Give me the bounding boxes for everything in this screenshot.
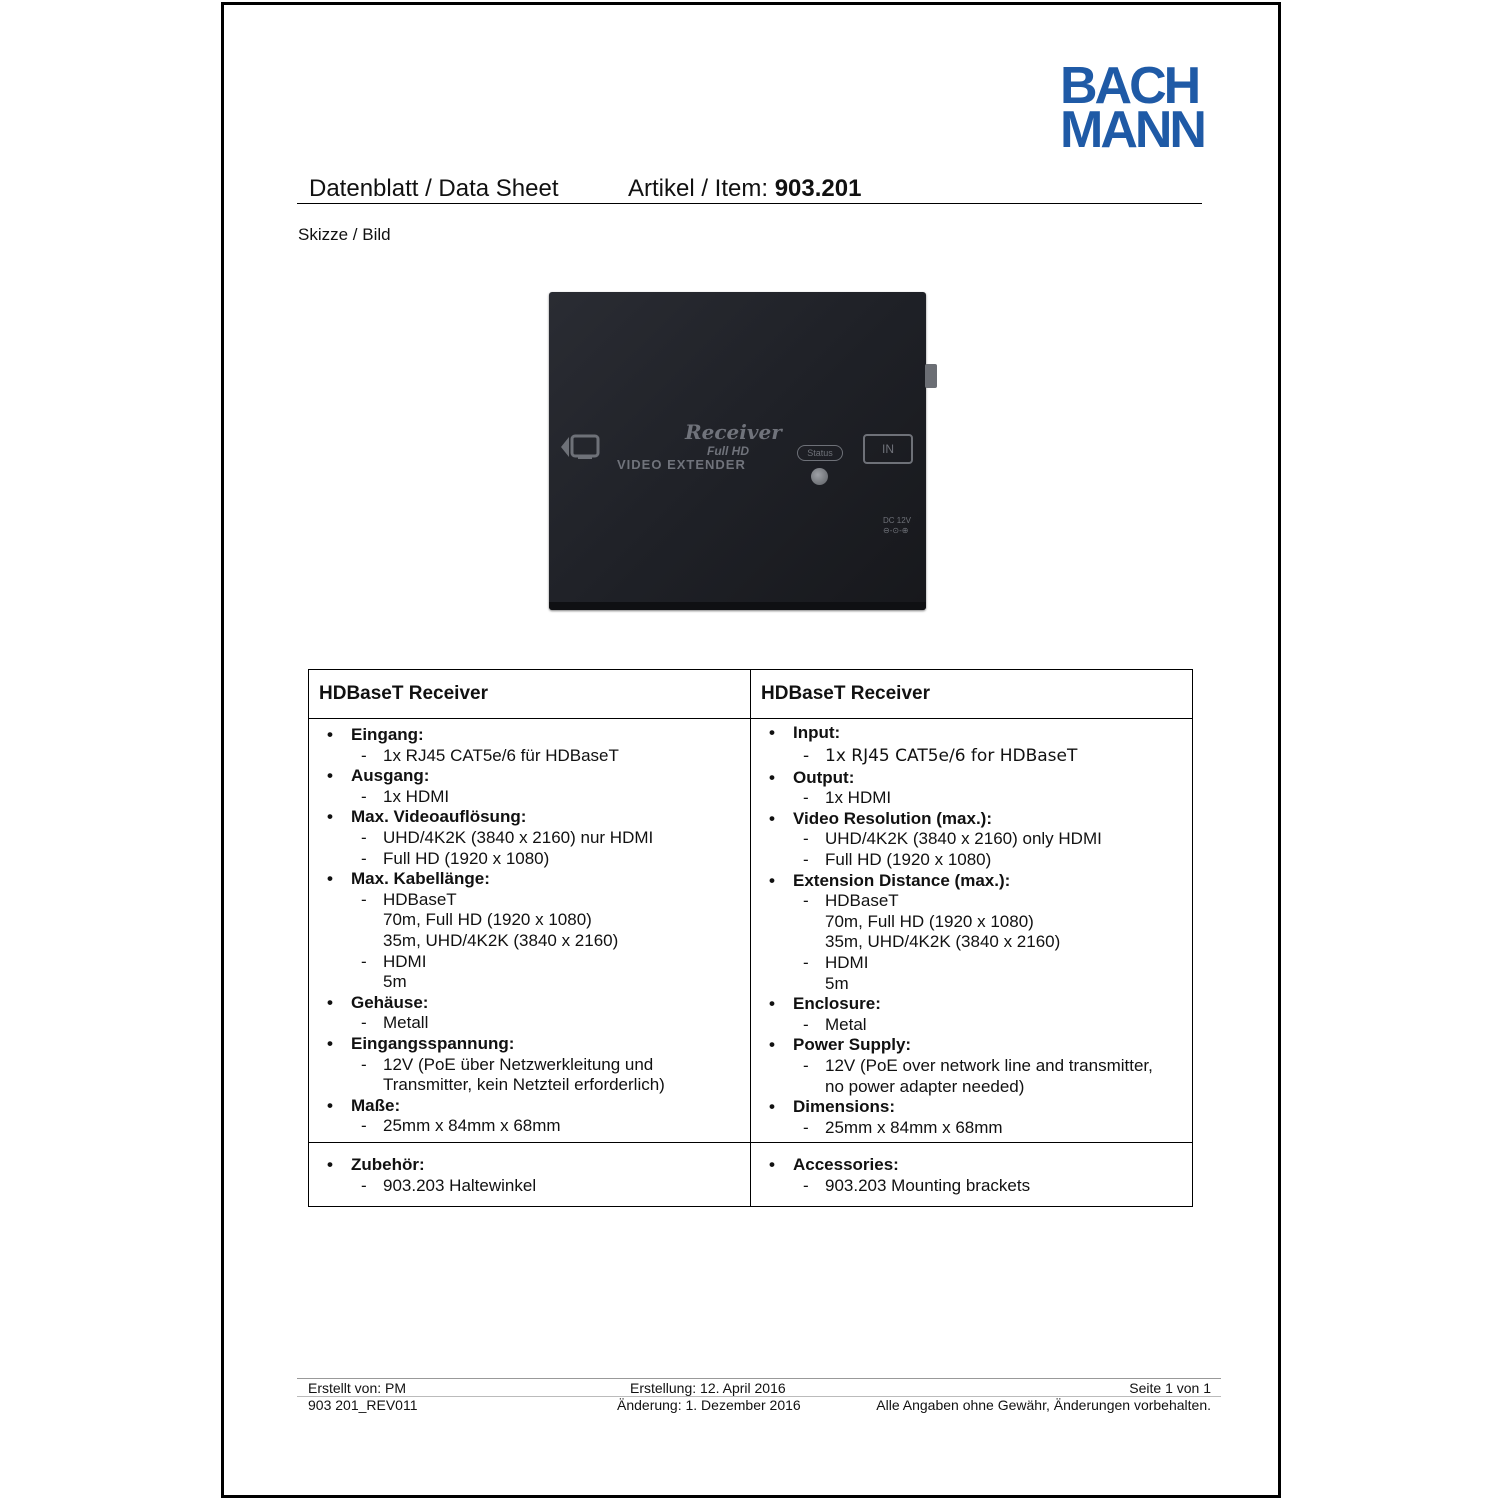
dash-icon: - (803, 1117, 809, 1137)
list-item (761, 1056, 1182, 1077)
list-item (761, 994, 1182, 1015)
item-text: 12V (PoE over network line and transmitter, (825, 1055, 1153, 1075)
item-text: HDBaseT (383, 889, 457, 909)
section-label: Video Resolution (max.): (793, 808, 992, 828)
list-item (761, 932, 1182, 953)
footer-created-on: Erstellung: 12. April 2016 (630, 1380, 786, 1396)
list-item (761, 723, 1182, 744)
footer-divider-top (297, 1378, 1221, 1379)
section-label: Eingangsspannung: (351, 1033, 515, 1053)
document-title: Datenblatt / Data Sheet (309, 175, 559, 202)
list-item (761, 871, 1182, 892)
device-dc-line-2: ⊖-⊙-⊕ (883, 526, 909, 535)
section-label: Output: (793, 767, 855, 787)
list-item (319, 1013, 740, 1034)
dash-icon: - (803, 829, 809, 849)
section-label: Extension Distance (max.): (793, 870, 1011, 890)
item-text: 5m (825, 973, 849, 993)
item-text: 25mm x 84mm x 68mm (383, 1116, 561, 1136)
list-item (319, 849, 740, 870)
item-text: 5m (383, 972, 407, 992)
item-text: Full HD (1920 x 1080) (825, 849, 992, 869)
document-footer (297, 1378, 1221, 1418)
bullet-icon: • (327, 725, 333, 744)
dash-icon: - (803, 1014, 809, 1034)
dash-icon: - (361, 889, 367, 909)
bullet-icon: • (327, 1155, 333, 1175)
spec-list-en (751, 719, 1192, 1142)
accessories-list-en (751, 1143, 1192, 1206)
item-text: Full HD (1920 x 1080) (383, 848, 550, 868)
list-item (319, 807, 740, 828)
dash-icon: - (803, 849, 809, 869)
bullet-icon: • (769, 1035, 775, 1055)
bullet-icon: • (769, 870, 775, 890)
list-item (761, 1176, 1182, 1197)
list-item (761, 1035, 1182, 1056)
item-text: 903.203 Mounting brackets (825, 1175, 1031, 1195)
left-column-header: HDBaseT Receiver (309, 670, 751, 719)
device-dc-line-1: DC 12V (883, 516, 912, 525)
footer-page-number: Seite 1 von 1 (1129, 1380, 1211, 1396)
list-item (761, 1077, 1182, 1098)
bullet-icon: • (769, 808, 775, 828)
table-header-row (309, 670, 1193, 719)
list-item (319, 787, 740, 808)
item-text: 1x RJ45 CAT5e/6 für HDBaseT (383, 745, 619, 765)
list-item (761, 850, 1182, 871)
section-label: Ausgang: (351, 766, 430, 786)
section-label: Power Supply: (793, 1035, 912, 1055)
item-text: 1x HDMI (383, 786, 450, 806)
device-extender-label: VIDEO EXTENDER (617, 457, 746, 472)
dash-icon: - (361, 951, 367, 971)
item-text: 1x RJ45 CAT5e/6 for HDBaseT (825, 745, 1078, 766)
dash-icon: - (361, 745, 367, 765)
dash-icon: - (361, 1116, 367, 1136)
list-item (319, 1055, 740, 1076)
section-label: Input: (793, 723, 841, 742)
bullet-icon: • (327, 992, 333, 1012)
dash-icon: - (361, 1054, 367, 1074)
item-text: 35m, UHD/4K2K (3840 x 2160) (383, 930, 619, 950)
list-item (319, 1096, 740, 1117)
accessories-list-de (309, 1143, 750, 1206)
bullet-icon: • (769, 1155, 775, 1175)
list-item (319, 993, 740, 1014)
item-text: Metal (825, 1014, 867, 1034)
dash-icon: - (803, 745, 810, 766)
item-text: Transmitter, kein Netzteil erforderlich) (383, 1075, 665, 1095)
list-item (761, 744, 1182, 768)
item-text: UHD/4K2K (3840 x 2160) nur HDMI (383, 827, 654, 847)
dash-icon: - (803, 952, 809, 972)
item-text: 25mm x 84mm x 68mm (825, 1117, 1003, 1137)
list-item (319, 869, 740, 890)
item-number: 903.201 (774, 175, 862, 202)
device-edge (549, 602, 926, 610)
item-heading (628, 175, 861, 203)
list-item (319, 746, 740, 767)
right-column-header: HDBaseT Receiver (751, 670, 1193, 719)
list-item (761, 1118, 1182, 1139)
list-item (761, 809, 1182, 830)
bullet-icon: • (769, 1097, 775, 1117)
bullet-icon: • (769, 723, 775, 742)
list-item (319, 828, 740, 849)
item-text: UHD/4K2K (3840 x 2160) only HDMI (825, 829, 1102, 849)
device-fullhd-label: Full HD (707, 444, 749, 458)
spec-cell-de (309, 719, 751, 1143)
item-prefix: Artikel / Item: (628, 175, 775, 202)
device-connector (925, 364, 937, 388)
list-item (319, 1116, 740, 1137)
list-item (319, 972, 740, 993)
section-label: Max. Videoauflösung: (351, 807, 527, 827)
item-text: 70m, Full HD (1920 x 1080) (825, 911, 1034, 931)
section-label: Enclosure: (793, 994, 881, 1014)
logo-line-1: BACH (1060, 57, 1199, 115)
hdmi-out-icon (559, 433, 601, 461)
accessories-cell-en (751, 1143, 1193, 1207)
list-item (319, 931, 740, 952)
dash-icon: - (803, 1175, 809, 1195)
accessories-cell-de (309, 1143, 751, 1207)
section-label: Max. Kabellänge: (351, 869, 490, 889)
list-item (761, 912, 1182, 933)
list-item (761, 1155, 1182, 1176)
list-item (319, 1155, 740, 1176)
bullet-icon: • (327, 1033, 333, 1053)
dash-icon: - (361, 848, 367, 868)
item-text: HDMI (383, 951, 427, 971)
device-dc-label (883, 516, 911, 536)
list-item (761, 974, 1182, 995)
section-label: Maße: (351, 1095, 401, 1115)
spec-cell-en (751, 719, 1193, 1143)
bullet-icon: • (769, 767, 775, 787)
dash-icon: - (803, 891, 809, 911)
spec-table (308, 669, 1193, 1207)
bullet-icon: • (327, 869, 333, 889)
bullet-icon: • (327, 766, 333, 786)
footer-created-by: Erstellt von: PM (308, 1380, 407, 1396)
device-in-label: IN (863, 434, 913, 464)
dash-icon: - (803, 1055, 809, 1075)
list-item (761, 953, 1182, 974)
bachmann-logo (1060, 57, 1204, 159)
item-text: 35m, UHD/4K2K (3840 x 2160) (825, 932, 1061, 952)
list-item (319, 910, 740, 931)
bullet-icon: • (327, 1095, 333, 1115)
item-text: HDBaseT (825, 891, 899, 911)
section-label: Gehäuse: (351, 992, 429, 1012)
section-label: Eingang: (351, 725, 424, 744)
spec-list-de (309, 719, 750, 1141)
list-item (761, 788, 1182, 809)
device-status-label: Status (797, 445, 843, 461)
list-item (319, 1034, 740, 1055)
list-item (761, 1015, 1182, 1036)
footer-disclaimer: Alle Angaben ohne Gewähr, Änderungen vorbehalten. (876, 1397, 1211, 1413)
item-text: 12V (PoE über Netzwerkleitung und (383, 1054, 654, 1074)
list-item (319, 766, 740, 787)
item-text: Metall (383, 1013, 429, 1033)
list-item (761, 768, 1182, 789)
list-item (761, 829, 1182, 850)
footer-doc-id: 903 201_REV011 (308, 1397, 418, 1413)
dash-icon: - (361, 1175, 367, 1195)
document-header (297, 170, 1202, 204)
list-item (319, 952, 740, 973)
section-label: Zubehör: (351, 1155, 425, 1175)
item-text: 903.203 Haltewinkel (383, 1175, 537, 1195)
dash-icon: - (803, 788, 809, 808)
footer-changed-on: Änderung: 1. Dezember 2016 (617, 1397, 801, 1413)
device-receiver-label: Receiver (685, 420, 782, 444)
item-text: 70m, Full HD (1920 x 1080) (383, 910, 592, 930)
status-led-icon (811, 468, 828, 485)
list-item (319, 890, 740, 911)
item-text: no power adapter needed) (825, 1076, 1025, 1096)
list-item (319, 1075, 740, 1096)
list-item (761, 891, 1182, 912)
list-item (319, 725, 740, 746)
table-accessories-row (309, 1143, 1193, 1207)
list-item (319, 1176, 740, 1197)
list-item (761, 1097, 1182, 1118)
bullet-icon: • (769, 994, 775, 1014)
item-text: 1x HDMI (825, 788, 892, 808)
dash-icon: - (361, 786, 367, 806)
product-image (545, 288, 945, 614)
table-spec-row (309, 719, 1193, 1143)
section-label: Dimensions: (793, 1097, 896, 1117)
dash-icon: - (361, 1013, 367, 1033)
dash-icon: - (361, 827, 367, 847)
logo-line-2: MANN (1060, 101, 1204, 159)
sketch-label: Skizze / Bild (298, 225, 391, 244)
item-text: HDMI (825, 952, 869, 972)
section-label: Accessories: (793, 1155, 899, 1175)
bullet-icon: • (327, 807, 333, 827)
